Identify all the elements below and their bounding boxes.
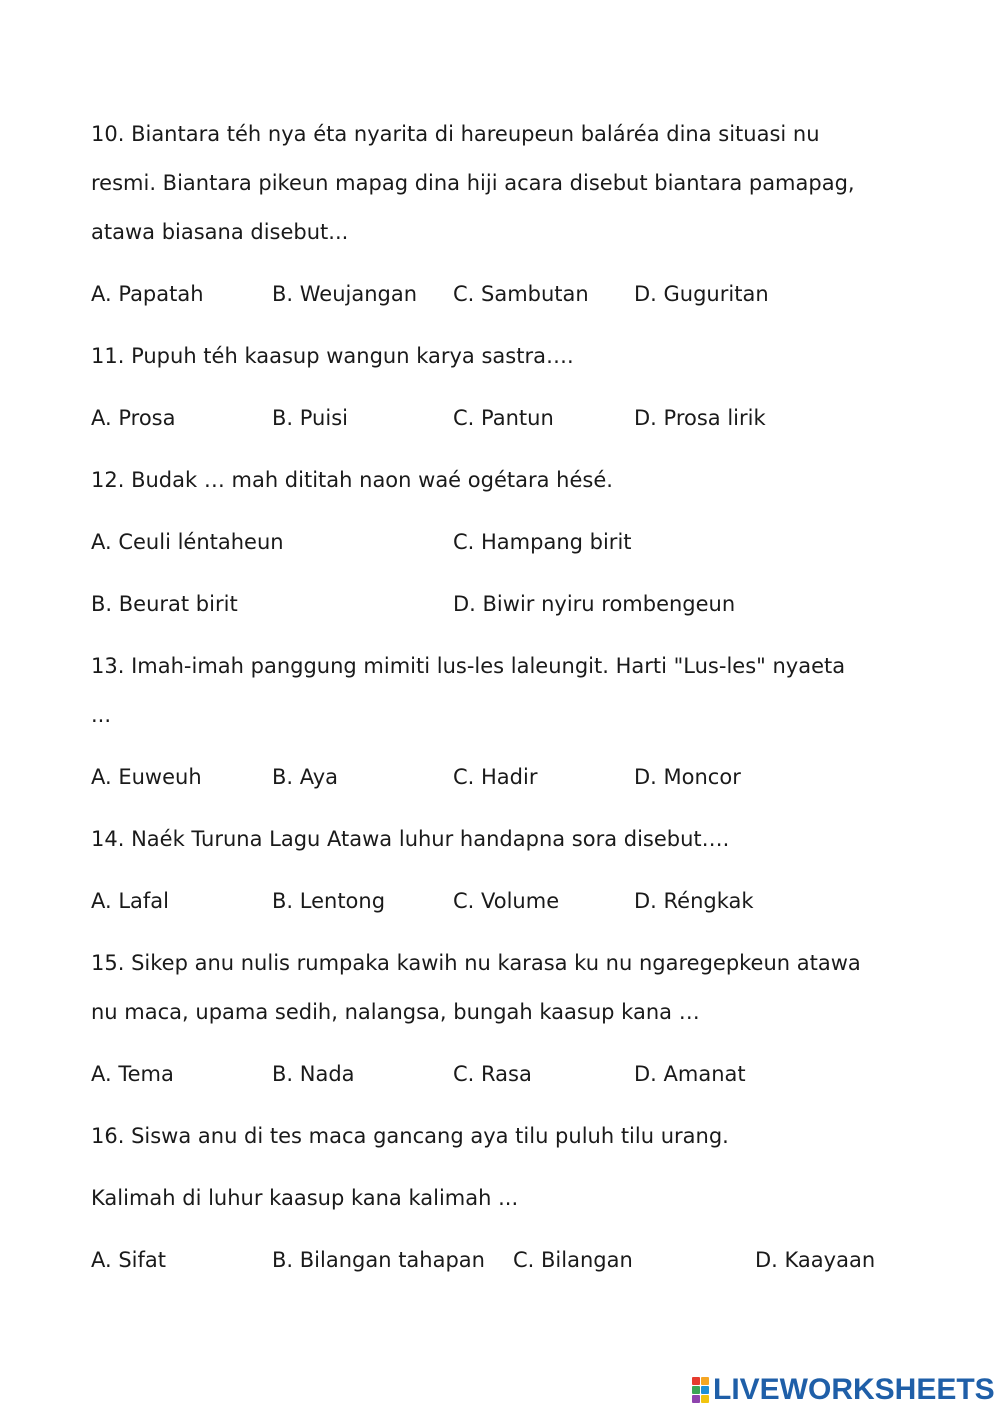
option-14-b: B. Lentong xyxy=(272,889,386,913)
question-15-line-1: 15. Sikep anu nulis rumpaka kawih nu karasa ku nu ngaregepkeun atawa xyxy=(91,951,861,975)
option-11-d: D. Prosa lirik xyxy=(634,406,766,430)
option-16-c: C. Bilangan xyxy=(513,1248,633,1272)
logo-tile xyxy=(692,1386,700,1394)
logo-tile xyxy=(701,1386,709,1394)
option-11-b: B. Puisi xyxy=(272,406,348,430)
question-16-line-1: 16. Siswa anu di tes maca gancang aya tilu puluh tilu urang. xyxy=(91,1124,729,1148)
question-11-line-1: 11. Pupuh téh kaasup wangun karya sastra…. xyxy=(91,344,574,368)
question-12-line-1: 12. Budak … mah dititah naon waé ogétara hésé. xyxy=(91,468,613,492)
option-10-a: A. Papatah xyxy=(91,282,204,306)
option-14-a: A. Lafal xyxy=(91,889,170,913)
option-11-a: A. Prosa xyxy=(91,406,176,430)
option-15-a: A. Tema xyxy=(91,1062,174,1086)
question-16-line-2: Kalimah di luhur kaasup kana kalimah ... xyxy=(91,1186,519,1210)
option-15-b: B. Nada xyxy=(272,1062,355,1086)
liveworksheets-brand-text: LIVEWORKSHEETS xyxy=(713,1373,995,1406)
option-10-d: D. Guguritan xyxy=(634,282,769,306)
option-16-b: B. Bilangan tahapan xyxy=(272,1248,485,1272)
question-10-line-3: atawa biasana disebut... xyxy=(91,220,349,244)
question-14-line-1: 14. Naék Turuna Lagu Atawa luhur handapna sora disebut…. xyxy=(91,827,730,851)
option-12-c: C. Hampang birit xyxy=(453,530,632,554)
option-13-a: A. Euweuh xyxy=(91,765,202,789)
logo-tile xyxy=(692,1377,700,1385)
liveworksheets-logo[interactable] xyxy=(692,1374,995,1406)
option-13-c: C. Hadir xyxy=(453,765,538,789)
option-13-b: B. Aya xyxy=(272,765,338,789)
question-10-line-2: resmi. Biantara pikeun mapag dina hiji acara disebut biantara pamapag, xyxy=(91,171,855,195)
option-12-b: B. Beurat birit xyxy=(91,592,238,616)
option-13-d: D. Moncor xyxy=(634,765,741,789)
logo-tile xyxy=(701,1377,709,1385)
option-15-d: D. Amanat xyxy=(634,1062,746,1086)
logo-tile xyxy=(701,1395,709,1403)
question-15-line-2: nu maca, upama sedih, nalangsa, bungah kaasup kana … xyxy=(91,1000,700,1024)
option-10-c: C. Sambutan xyxy=(453,282,589,306)
option-14-d: D. Réngkak xyxy=(634,889,754,913)
option-15-c: C. Rasa xyxy=(453,1062,532,1086)
option-16-d: D. Kaayaan xyxy=(755,1248,876,1272)
question-13-line-1: 13. Imah-imah panggung mimiti lus-les laleungit. Harti "Lus-les" nyaeta xyxy=(91,654,846,678)
logo-tile xyxy=(692,1395,700,1403)
option-16-a: A. Sifat xyxy=(91,1248,167,1272)
option-14-c: C. Volume xyxy=(453,889,560,913)
question-10-line-1: 10. Biantara téh nya éta nyarita di hareupeun baláréa dina situasi nu xyxy=(91,122,820,146)
option-12-a: A. Ceuli léntaheun xyxy=(91,530,284,554)
option-11-c: C. Pantun xyxy=(453,406,554,430)
option-10-b: B. Weujangan xyxy=(272,282,418,306)
question-13-line-2: ... xyxy=(91,703,112,727)
option-12-d: D. Biwir nyiru rombengeun xyxy=(453,592,736,616)
liveworksheets-logo-icon xyxy=(692,1377,709,1403)
